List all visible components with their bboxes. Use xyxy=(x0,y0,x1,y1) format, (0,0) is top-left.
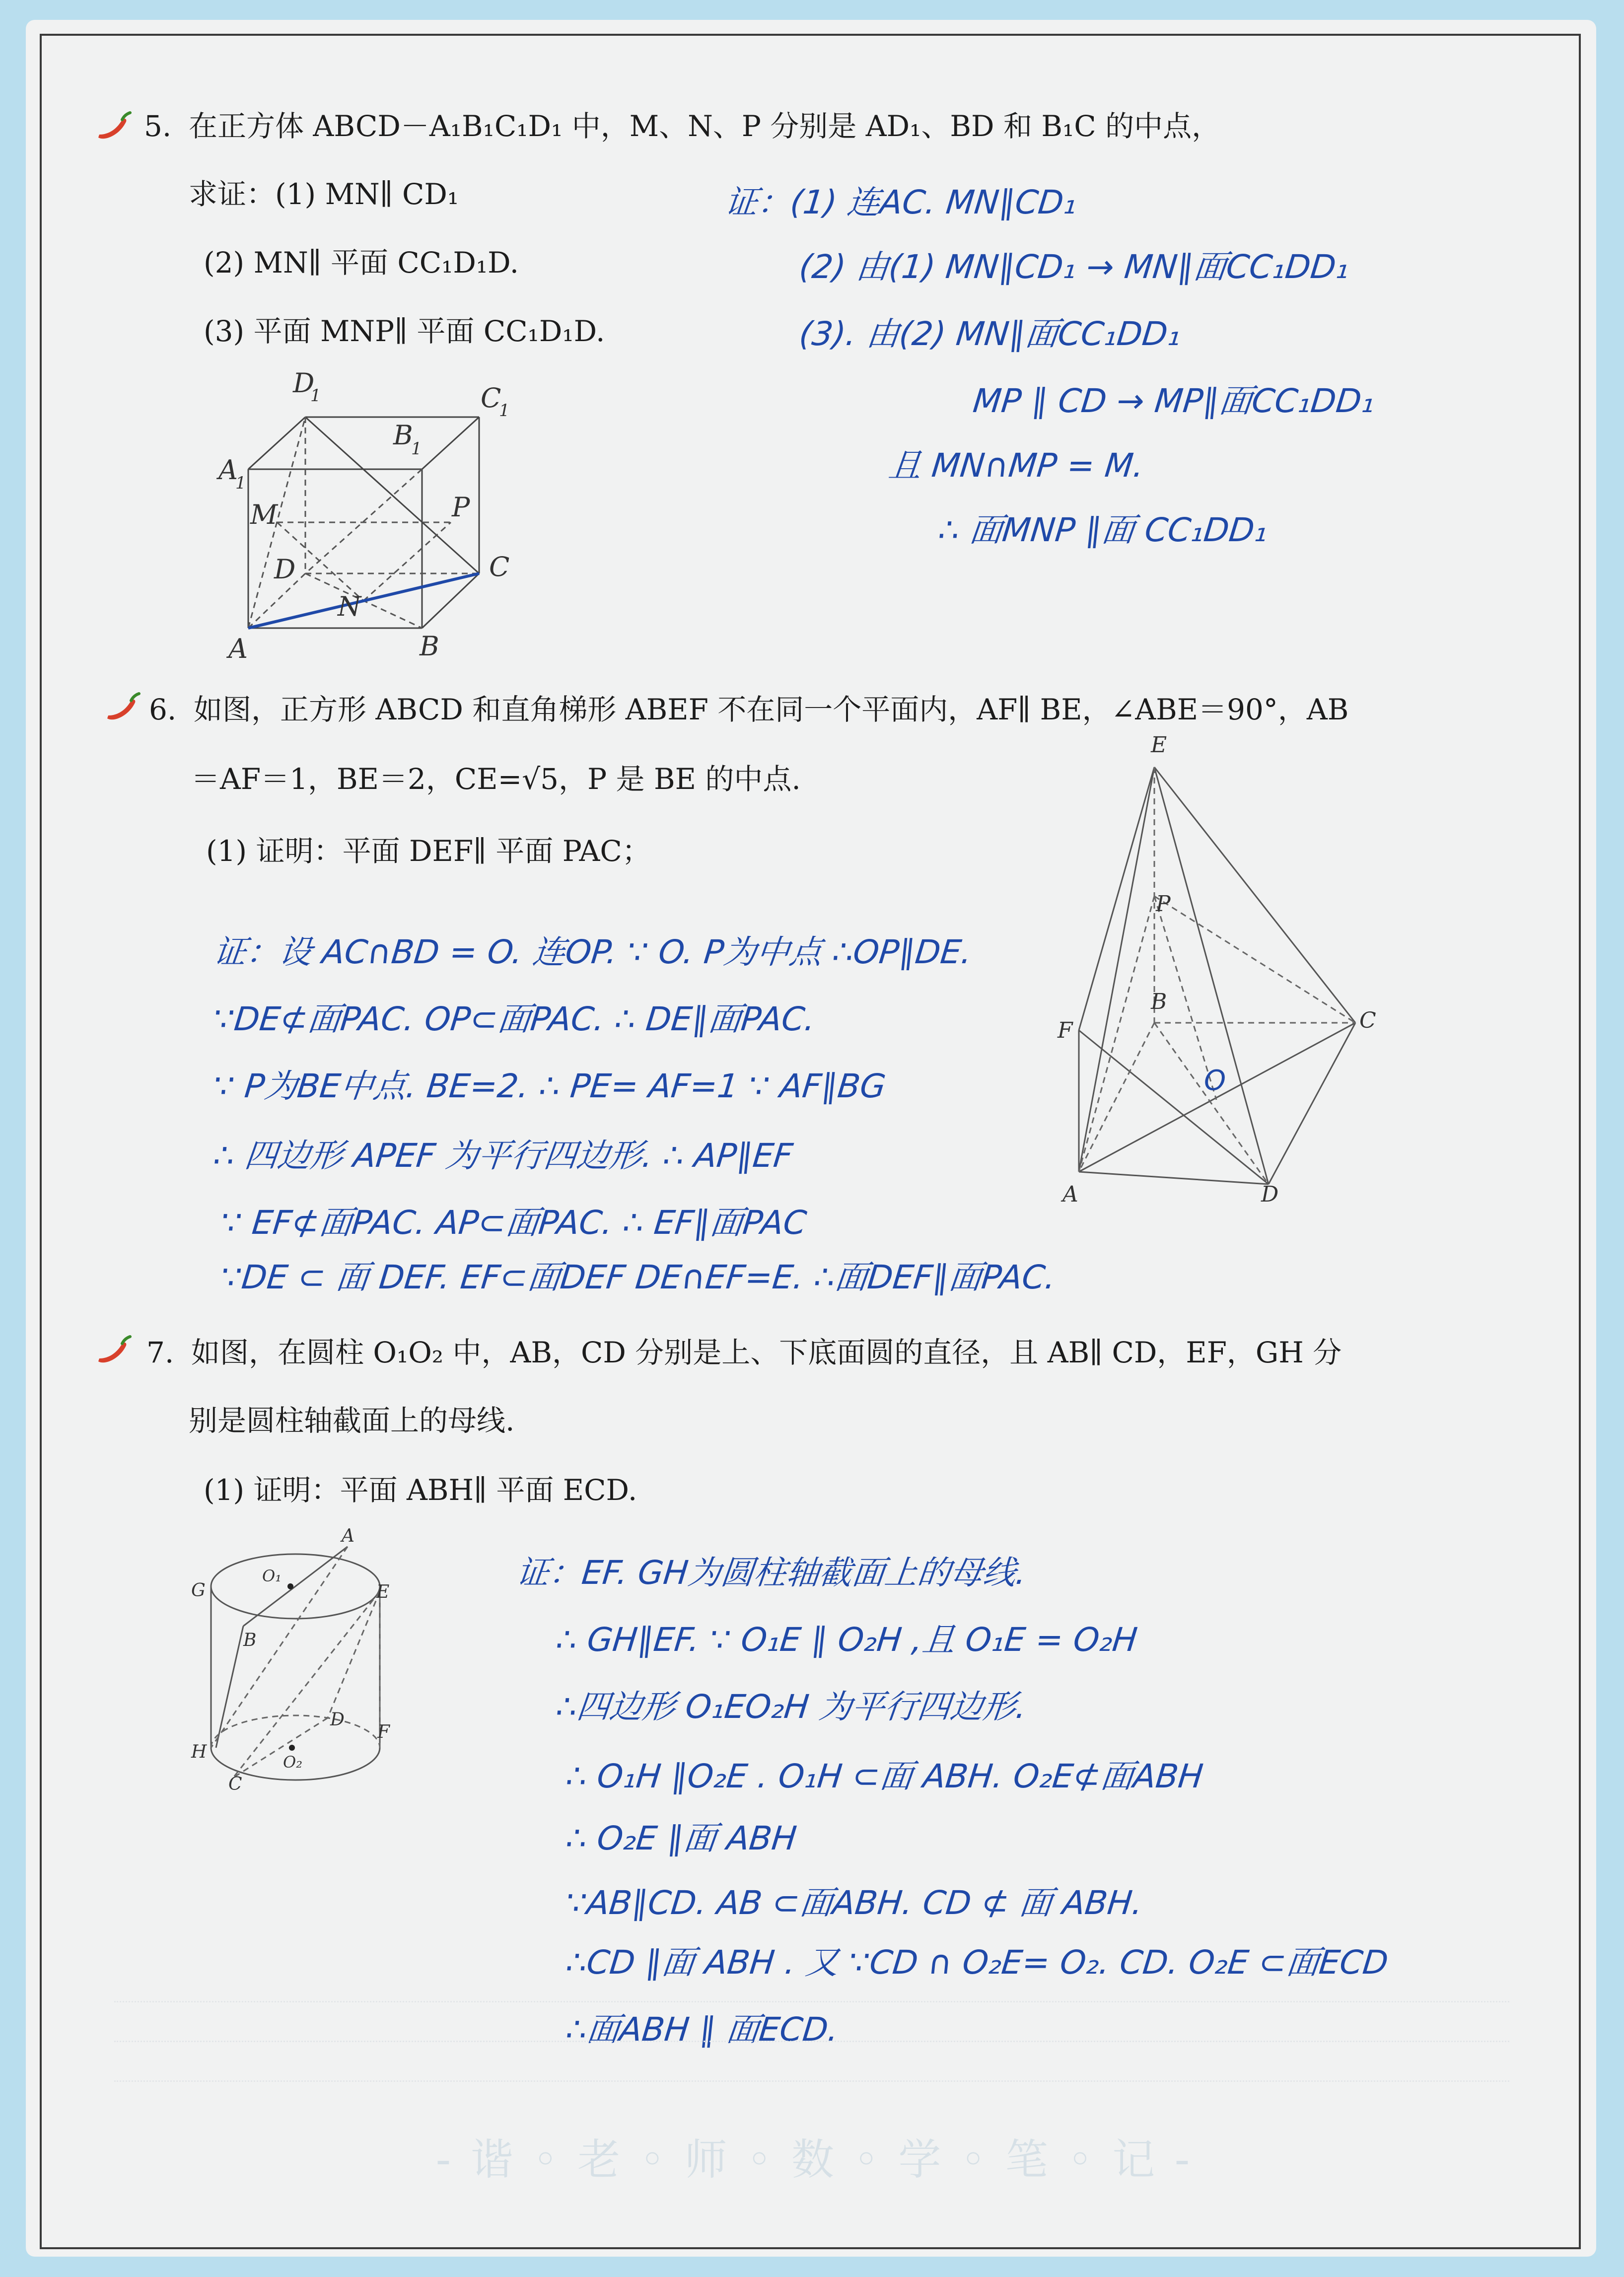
q5-label-m: M xyxy=(250,499,278,530)
q7-hw-line2: ∴ GH∥EF. ∵ O₁E ∥ O₂H ,且 O₁E = O₂H xyxy=(554,1621,1139,1659)
q6-label-d: D xyxy=(1261,1182,1279,1207)
ruled-line xyxy=(114,2041,1509,2042)
q6-label-p: P xyxy=(1156,891,1171,917)
svg-text:C xyxy=(489,551,509,582)
svg-text:D xyxy=(330,1709,345,1730)
q5-stem: 在正方体 ABCD－A₁B₁C₁D₁ 中，M、N、P 分别是 AD₁、BD 和 B₁C 的中点， xyxy=(189,109,1221,143)
svg-text:B xyxy=(1150,989,1167,1014)
svg-text:B xyxy=(243,1630,256,1650)
chili-pepper-icon xyxy=(94,107,134,146)
chili-pepper-icon xyxy=(103,688,143,727)
svg-text:O₁ xyxy=(262,1566,282,1585)
q6-label-b: B xyxy=(1151,989,1167,1014)
q5-number: 5. xyxy=(144,109,172,143)
q6-label-e: E xyxy=(1151,732,1167,758)
svg-text:A xyxy=(340,1526,354,1546)
q7-stem-line1: 如图，在圆柱 O₁O₂ 中，AB，CD 分别是上、下底面圆的直径，且 AB∥ CD，EF，GH 分 xyxy=(191,1336,1342,1369)
q6-solid-figure xyxy=(1053,730,1410,1216)
svg-text:P xyxy=(1155,891,1171,917)
svg-text:E xyxy=(1150,732,1167,758)
q7-hw-line5: ∴ O₂E ∥面 ABH xyxy=(564,1819,799,1857)
q7-hw-line8: ∴面ABH ∥ 面ECD. xyxy=(564,2010,841,2049)
q5-hw-line1: 证：(1) 连AC. MN∥CD₁ xyxy=(723,183,1079,221)
q5-label-b: B xyxy=(420,631,439,662)
q6-hw-line5: ∵ EF⊄面PAC. AP⊂面PAC. ∴ EF∥面PAC xyxy=(219,1204,809,1242)
q5-label-b1: B xyxy=(393,420,413,451)
q6-label-a: A xyxy=(1062,1182,1078,1207)
q5-hw-line2: (2) 由(1) MN∥CD₁ → MN∥面CC₁DD₁ xyxy=(797,248,1351,286)
q6-hw-line6: ∵DE ⊂ 面 DEF. EF⊂面DEF DE∩EF=E. ∴面DEF∥面PAC. xyxy=(219,1258,1058,1296)
q5-label-p: P xyxy=(452,492,470,523)
q7-hw-line6: ∵AB∥CD. AB ⊂面ABH. CD ⊄ 面 ABH. xyxy=(564,1884,1145,1922)
svg-text:E xyxy=(376,1582,389,1602)
q6-stem-line1: 如图，正方形 ABCD 和直角梯形 ABEF 不在同一个平面内，AF∥ BE，∠ABE＝90°，AB xyxy=(194,693,1349,726)
q7-hw-line4: ∴ O₁H ∥O₂E . O₁H ⊂面 ABH. O₂E⊄面ABH xyxy=(564,1757,1205,1795)
q5-label-d1: D xyxy=(293,367,315,399)
q5-label-c: C xyxy=(489,551,510,582)
q5-hw-line4: MP ∥ CD → MP∥面CC₁DD₁ xyxy=(971,382,1377,420)
q7-hw-line1: 证：EF. GH为圆柱轴截面上的母线. xyxy=(514,1554,1028,1592)
q7-label-d: D xyxy=(330,1709,345,1730)
svg-text:A xyxy=(226,633,248,664)
q6-hw-line2: ∵DE⊄面PAC. OP⊂面PAC. ∴ DE∥面PAC. xyxy=(212,1000,817,1038)
q7-number: 7. xyxy=(146,1336,174,1369)
q6-hw-line3: ∵ P为BE中点. BE=2. ∴ PE= AF=1 ∵ AF∥BG xyxy=(212,1067,888,1105)
svg-text:M xyxy=(250,499,279,530)
q7-hw-line3: ∴四边形 O₁EO₂H 为平行四边形. xyxy=(554,1688,1029,1726)
svg-text:B xyxy=(393,420,413,451)
footer-watermark-text: - 谐 ◦ 老 ◦ 师 ◦ 数 ◦ 学 ◦ 笔 ◦ 记 - xyxy=(435,2135,1193,2185)
q6-stem-line2: ＝AF＝1，BE＝2，CE=√5，P 是 BE 的中点. xyxy=(191,762,801,796)
svg-text:F xyxy=(377,1722,391,1742)
q6-hw-line1: 证：设 AC∩BD = O. 连OP. ∵ O. P为中点 ∴OP∥DE. xyxy=(212,933,974,971)
q5-label-a1: A xyxy=(218,454,238,486)
q5-hw-line6: ∴ 面MNP ∥面 CC₁DD₁ xyxy=(936,511,1270,549)
q6-label-o: O xyxy=(1204,1065,1226,1097)
q7-label-e: E xyxy=(376,1582,390,1602)
svg-text:P xyxy=(451,492,471,523)
q7-label-f: F xyxy=(377,1722,390,1742)
q5-cube-figure xyxy=(218,367,536,665)
svg-text:G xyxy=(191,1580,206,1601)
q6-label-c: C xyxy=(1359,1008,1376,1033)
q7-cylinder-figure xyxy=(179,1526,437,1807)
ruled-line xyxy=(114,2080,1509,2082)
q7-label-o2: O₂ xyxy=(283,1753,303,1772)
svg-text:1: 1 xyxy=(235,473,246,493)
q5-label-c1: C xyxy=(481,382,501,414)
svg-text:A xyxy=(1060,1182,1078,1207)
svg-text:D xyxy=(274,554,295,585)
svg-text:C xyxy=(228,1774,242,1794)
ruled-line xyxy=(114,2001,1509,2002)
q5-label-a: A xyxy=(228,633,248,664)
svg-text:F xyxy=(1057,1018,1073,1043)
q5-hw-line5: 且 MN∩MP = M. xyxy=(887,446,1146,485)
svg-text:N xyxy=(337,591,362,622)
q5-label-d: D xyxy=(274,554,296,585)
svg-text:1: 1 xyxy=(411,439,422,459)
q7-label-g: G xyxy=(191,1580,206,1601)
q6-number: 6. xyxy=(149,693,177,726)
svg-text:H xyxy=(191,1742,207,1762)
q7-label-o1: O₁ xyxy=(262,1566,282,1585)
svg-text:D xyxy=(1261,1182,1278,1207)
q7-stem-line2: 别是圆柱轴截面上的母线. xyxy=(189,1404,515,1437)
chili-pepper-icon xyxy=(94,1331,134,1370)
svg-text:A xyxy=(216,454,238,486)
q5-part3: (3) 平面 MNP∥ 平面 CC₁D₁D. xyxy=(204,314,605,348)
q7-label-c: C xyxy=(228,1774,242,1794)
q7-label-a: A xyxy=(342,1526,354,1546)
q5-hw-line3: (3). 由(2) MN∥面CC₁DD₁ xyxy=(797,315,1183,353)
q7-label-h: H xyxy=(191,1742,207,1762)
q5-part1: 求证：(1) MN∥ CD₁ xyxy=(189,177,459,211)
svg-text:1: 1 xyxy=(310,386,321,406)
q6-label-f: F xyxy=(1058,1018,1073,1043)
svg-text:1: 1 xyxy=(499,401,510,421)
q7-part1: (1) 证明：平面 ABH∥ 平面 ECD. xyxy=(204,1473,637,1507)
q7-hw-line7: ∴CD ∥面 ABH . 又 ∵CD ∩ O₂E= O₂. CD. O₂E ⊂面ECD xyxy=(564,1943,1390,1982)
svg-text:O xyxy=(1204,1065,1226,1097)
q6-part1: (1) 证明：平面 DEF∥ 平面 PAC； xyxy=(206,834,651,868)
svg-text:B xyxy=(419,631,439,662)
q6-hw-line4: ∴ 四边形 APEF 为平行四边形. ∴ AP∥EF xyxy=(212,1137,795,1175)
q5-part2: (2) MN∥ 平面 CC₁D₁D. xyxy=(204,246,519,280)
svg-text:C xyxy=(481,382,501,414)
svg-text:O₂ xyxy=(283,1753,302,1772)
q5-label-n: N xyxy=(338,591,361,622)
q7-label-b: B xyxy=(243,1630,257,1650)
svg-text:C xyxy=(1359,1008,1376,1033)
